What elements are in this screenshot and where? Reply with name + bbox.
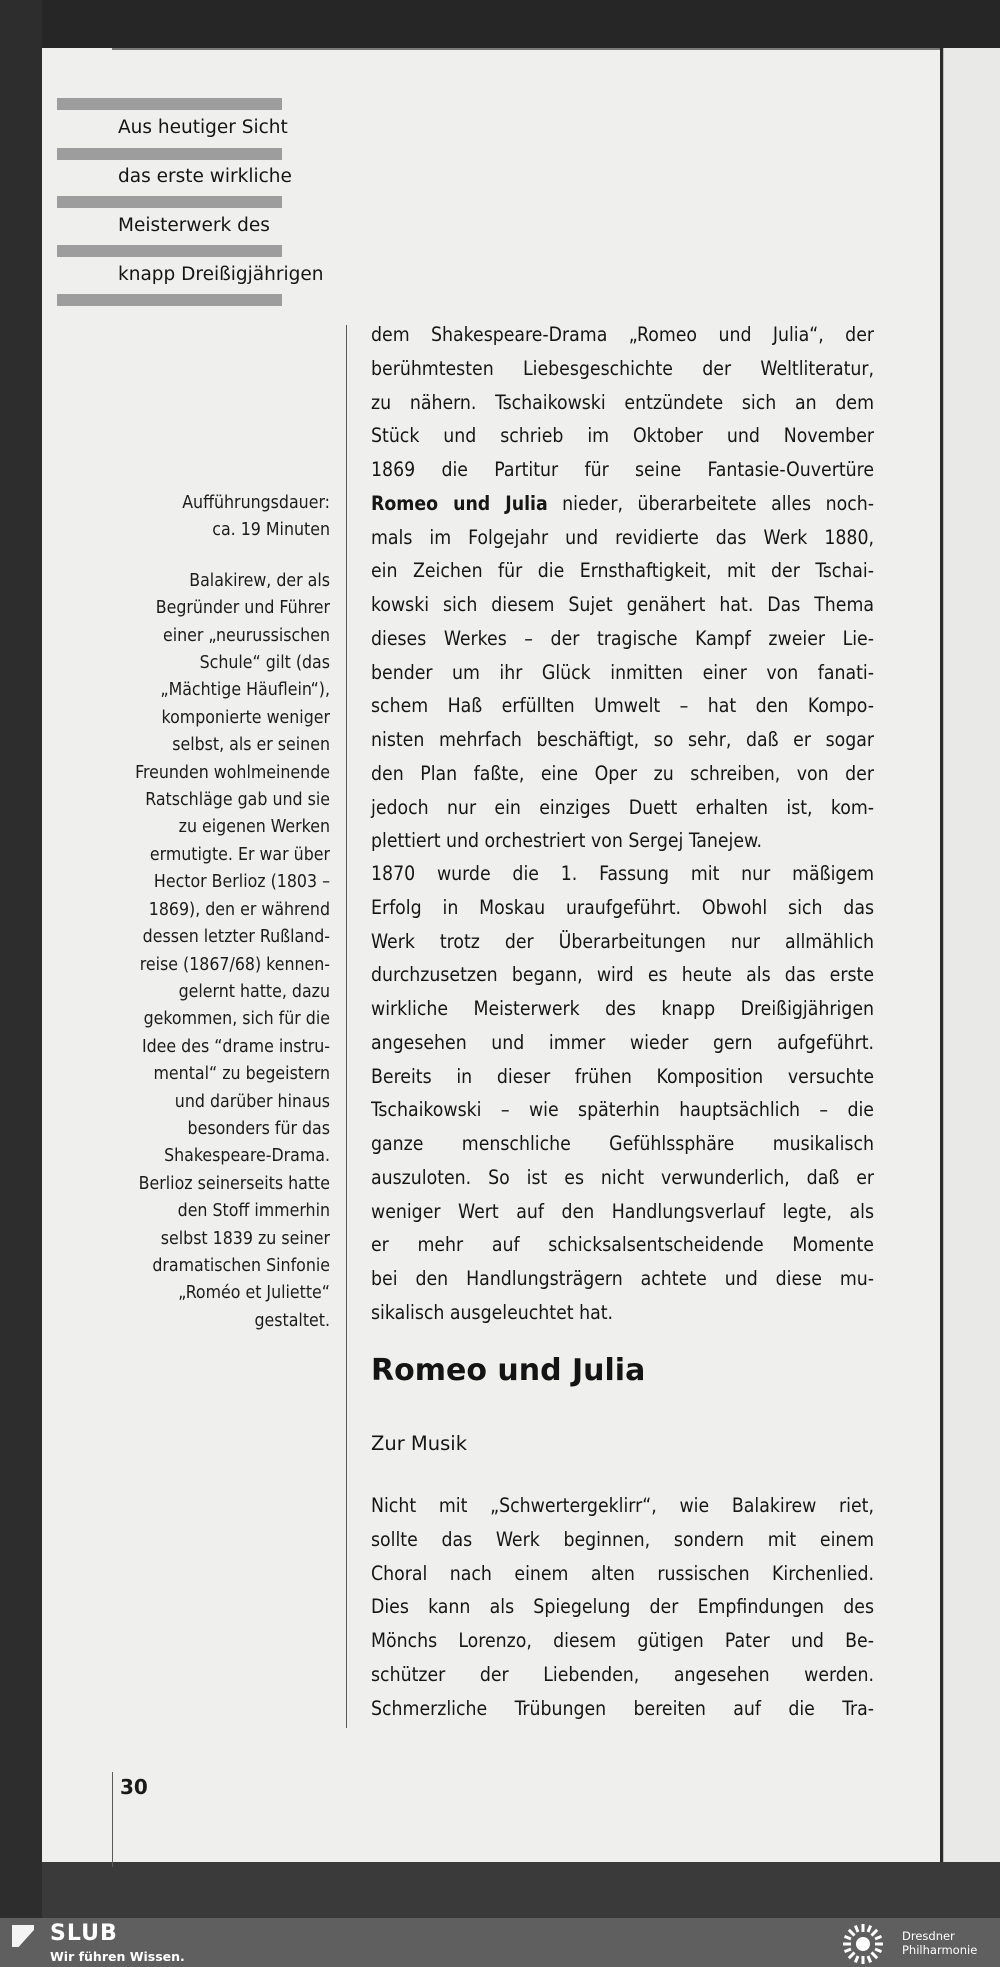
text-line: 1870 wurde die 1. Fassung mit nur mäßigem <box>371 862 874 885</box>
sidebar-note-line: besonders für das <box>187 1118 330 1139</box>
sidebar-note-line: „Mächtige Häuflein“), <box>160 680 330 701</box>
duration-value: ca. 19 Minuten <box>212 520 330 541</box>
text-line: ganze menschliche Gefühlssphäre musikalisch <box>371 1132 874 1155</box>
pull-quote-line: Meisterwerk des <box>118 215 270 236</box>
scan-bottom-edge <box>42 1862 1000 1918</box>
text-line: schützer der Liebenden, angesehen werden. <box>371 1662 874 1686</box>
pull-quote-bar <box>57 98 282 110</box>
text-line: plettiert und orchestriert von Sergej Tanejew. <box>371 829 762 853</box>
column-divider <box>346 325 347 1728</box>
library-name: SLUB <box>50 1921 118 1946</box>
text-line: auszuloten. So ist es nicht verwunderlich, daß er <box>371 1165 874 1189</box>
pull-quote-bar <box>57 148 282 160</box>
page-number-rule <box>112 1772 113 1867</box>
sidebar-note-line: dessen letzter Rußland- <box>142 927 330 948</box>
text-line: den Plan faßte, eine Oper zu schreiben, von der <box>371 761 874 785</box>
main-text-paragraph-3 <box>371 1489 874 1725</box>
page-number: 30 <box>120 1775 148 1799</box>
pull-quote-bar <box>57 245 282 257</box>
text-line: Stück und schrieb im Oktober und November <box>371 424 874 448</box>
text-line: ein Zeichen für die Ernsthaftigkeit, mit der Tschai- <box>371 559 874 583</box>
sidebar-note-line: und darüber hinaus <box>174 1091 330 1112</box>
pull-quote-bar <box>57 294 282 306</box>
sidebar-note-line: reise (1867/68) kennen- <box>139 954 330 975</box>
sidebar-notes <box>112 490 330 1335</box>
text-line: Tschaikowski – wie späterhin hauptsächlich – die <box>371 1098 874 1122</box>
library-tagline: Wir führen Wissen. <box>50 1949 185 1964</box>
sidebar-note-line: Balakirew, der als <box>189 570 330 591</box>
text-line: nisten mehrfach beschäftigt, so sehr, daß er sogar <box>371 728 874 751</box>
scan-top-edge <box>0 0 1000 48</box>
sidebar-note-line: Schule“ gilt (das <box>199 653 330 674</box>
text-line: dieses Werkes – der tragische Kampf zweier Lie- <box>371 626 874 650</box>
text-line: Dies kann als Spiegelung der Empfindungen des <box>371 1595 874 1619</box>
main-text-paragraph-2 <box>371 857 874 1330</box>
text-line: angesehen und immer wieder gern aufgeführt. <box>371 1030 874 1054</box>
next-page-edge <box>943 48 1000 1862</box>
text-fragment: nieder, überarbeitete alles noch- <box>547 491 874 515</box>
sidebar-note-line: Idee des “drame instru- <box>141 1036 330 1057</box>
sidebar-note-line: gestaltet. <box>254 1310 330 1331</box>
text-line: 1869 die Partitur für seine Fantasie-Ouvertüre <box>371 458 874 481</box>
pull-quote-line: knapp Dreißigjährigen <box>118 264 324 285</box>
text-line: Werk trotz der Überarbeitungen nur allmählich <box>371 929 874 953</box>
text-line: kowski sich diesem Sujet genähert hat. Das Thema <box>371 593 874 616</box>
text-line: Mönchs Lorenzo, diesem gütigen Pater und Be- <box>371 1629 874 1652</box>
text-line: Choral nach einem alten russischen Kirchenlied. <box>371 1561 874 1585</box>
pull-quote-bar <box>57 196 282 208</box>
text-line: dem Shakespeare-Drama „Romeo und Julia“, der <box>371 323 874 346</box>
text-line: schem Haß erfüllten Umwelt – hat den Kompo- <box>371 694 874 718</box>
duration-label: Aufführungsdauer: <box>182 493 330 513</box>
sidebar-note-line: Berlioz seinerseits hatte <box>138 1173 330 1194</box>
text-line: sikalisch ausgeleuchtet hat. <box>371 1300 614 1324</box>
text-line <box>371 487 874 521</box>
text-line: bender um ihr Glück inmitten einer von fanati- <box>371 660 874 684</box>
sidebar-note-line: komponierte weniger <box>161 707 330 728</box>
sidebar-note-line: „Roméo et Juliette“ <box>178 1283 330 1304</box>
sidebar-note-line: dramatischen Sinfonie <box>152 1255 330 1276</box>
philharmonie-logo-icon <box>841 1922 885 1966</box>
pull-quote-line: Aus heutiger Sicht <box>118 117 288 138</box>
text-line: er mehr auf schicksalsentscheidende Momente <box>371 1233 874 1257</box>
sidebar-note-line: Hector Berlioz (1803 – <box>153 872 330 893</box>
text-line: jedoch nur ein einziges Duett erhalten ist, kom- <box>371 795 874 819</box>
page-top-rule <box>112 48 940 50</box>
text-line: Nicht mit „Schwertergeklirr“, wie Balakirew riet, <box>371 1494 874 1517</box>
text-line: zu nähern. Tschaikowski entzündete sich an dem <box>371 390 874 414</box>
section-title: Romeo und Julia <box>371 1353 646 1388</box>
sidebar-note-line: Ratschläge gab und sie <box>145 790 330 811</box>
sidebar-note <box>112 568 330 1335</box>
main-text-paragraph-1 <box>371 318 874 858</box>
sidebar-note-line: gekommen, sich für die <box>143 1009 330 1030</box>
text-line: weniger Wert auf den Handlungsverlauf legte, als <box>371 1199 874 1223</box>
text-line: berühmtesten Liebesgeschichte der Weltliteratur, <box>371 356 874 380</box>
sidebar-note-line: selbst, als er seinen <box>172 735 330 756</box>
sidebar-note-line: einer „neurussischen <box>162 625 330 646</box>
pull-quote-line: das erste wirkliche <box>118 166 292 187</box>
sidebar-note-line: Shakespeare-Drama. <box>164 1146 330 1167</box>
sidebar-note-line: Freunden wohlmeinende <box>135 762 330 783</box>
work-title: Romeo und Julia <box>371 491 548 515</box>
partner-name <box>902 1929 977 1957</box>
sidebar-note-line: 1869), den er während <box>148 899 330 920</box>
text-line: Schmerzliche Trübungen bereiten auf die Tra- <box>371 1696 874 1720</box>
text-line: durchzusetzen begann, wird es heute als das erste <box>371 963 874 987</box>
scan-left-edge <box>0 0 42 1918</box>
sidebar-note-line: Begründer und Führer <box>155 598 330 619</box>
text-line: mals im Folgejahr und revidierte das Werk 1880, <box>371 525 874 549</box>
sidebar-note-line: den Stoff immerhin <box>177 1201 330 1222</box>
text-line: Bereits in dieser frühen Komposition versuchte <box>371 1064 874 1088</box>
text-line: sollte das Werk beginnen, sondern mit einem <box>371 1527 874 1551</box>
partner-name-line: Dresdner <box>902 1929 955 1943</box>
sidebar-note-line: mental“ zu begeistern <box>153 1064 330 1085</box>
sidebar-note-line: selbst 1839 zu seiner <box>160 1228 330 1249</box>
sidebar-note-line: zu eigenen Werken <box>178 817 330 838</box>
partner-name-line: Philharmonie <box>902 1943 978 1957</box>
text-line: wirkliche Meisterwerk des knapp Dreißigjährigen <box>371 997 874 1020</box>
text-line: bei den Handlungsträgern achtete und diese mu- <box>371 1267 874 1290</box>
sidebar-note-line: ermutigte. Er war über <box>149 844 330 865</box>
section-subtitle: Zur Musik <box>371 1432 467 1455</box>
sidebar-note-line: gelernt hatte, dazu <box>178 981 330 1002</box>
text-line: Erfolg in Moskau uraufgeführt. Obwohl sich das <box>371 895 874 919</box>
